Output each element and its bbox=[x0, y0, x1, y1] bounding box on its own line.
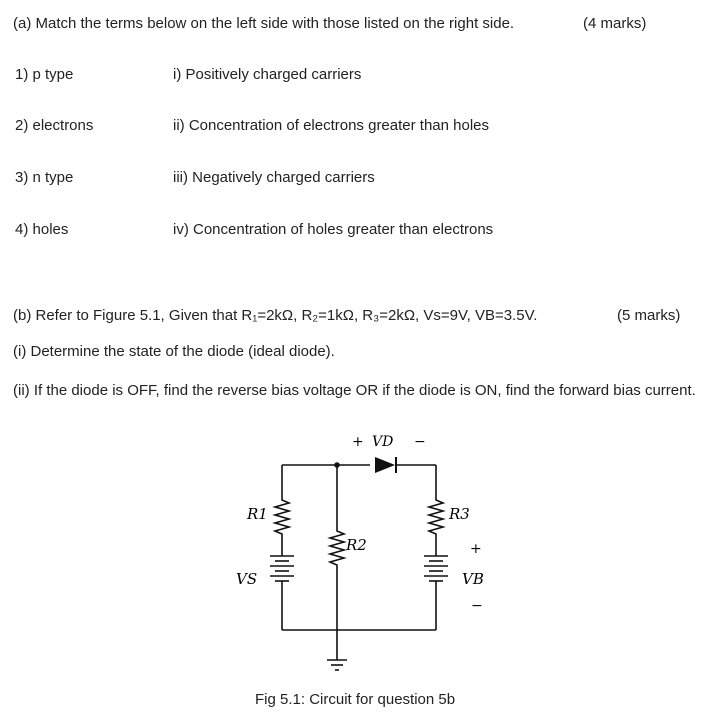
part-b-sub-i: (i) Determine the state of the diode (ideal diode). bbox=[13, 343, 335, 360]
r3-resistor bbox=[429, 497, 443, 556]
figure-caption: Fig 5.1: Circuit for question 5b bbox=[255, 691, 456, 708]
part-b-sub-ii: (ii) If the diode is OFF, find the reverse bias voltage OR if the diode is ON, find the forward bias current. bbox=[13, 382, 696, 399]
r2-resistor bbox=[330, 528, 344, 660]
vb-label: VB bbox=[462, 570, 484, 588]
r3-label: R3 bbox=[449, 505, 470, 523]
vs-label: VS bbox=[236, 570, 258, 588]
diode-icon bbox=[375, 457, 395, 473]
right-term-ii: ii) Concentration of electrons greater than holes bbox=[173, 117, 490, 134]
vd-label: VD bbox=[372, 434, 394, 450]
left-term-1: 1) p type bbox=[15, 66, 74, 83]
left-term-3: 3) n type bbox=[15, 169, 74, 186]
right-term-iii: iii) Negatively charged carriers bbox=[173, 169, 375, 186]
vd-plus-label: + bbox=[352, 434, 364, 450]
left-term-4: 4) holes bbox=[15, 221, 69, 238]
part-a-marks: (4 marks) bbox=[583, 15, 647, 32]
part-b-marks: (5 marks) bbox=[617, 307, 681, 324]
left-term-2: 2) electrons bbox=[15, 117, 94, 134]
part-b-question: (b) Refer to Figure 5.1, Given that R₁=2kΩ, R₂=1kΩ, R₃=2kΩ, Vs=9V, VB=3.5V. bbox=[13, 307, 538, 324]
right-term-i: i) Positively charged carriers bbox=[173, 66, 362, 83]
r1-resistor bbox=[275, 497, 289, 556]
vd-minus-label: − bbox=[414, 434, 426, 450]
part-a-question: (a) Match the terms below on the left side with those listed on the right side. bbox=[13, 15, 515, 32]
r1-label: R1 bbox=[247, 505, 268, 523]
vb-plus-label: + bbox=[470, 541, 482, 557]
vb-minus-label: − bbox=[471, 598, 483, 614]
r2-label: R2 bbox=[346, 536, 367, 554]
right-term-iv: iv) Concentration of holes greater than electrons bbox=[173, 221, 494, 238]
junction-dot bbox=[334, 462, 340, 468]
